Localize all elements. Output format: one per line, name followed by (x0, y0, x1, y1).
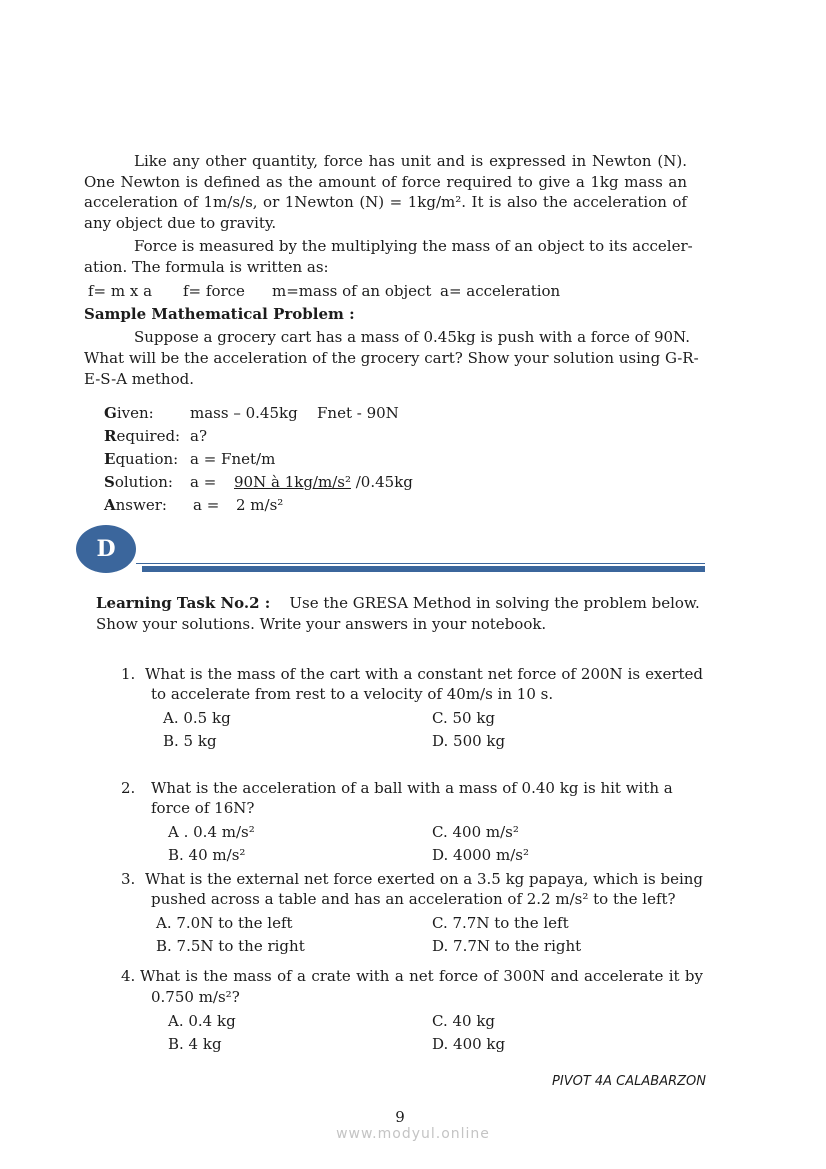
gresa-solution-prefix: a = (190, 473, 217, 491)
sample-line: Suppose a grocery cart has a mass of 0.45kg is push with a force of 90N. (134, 328, 690, 346)
choice-c: C. 7.7N to the left (432, 914, 569, 932)
question-text: pushed across a table and has an acceleration of 2.2 m/s² to the left? (151, 890, 676, 908)
task-instructions: Learning Task No.2 : Use the GRESA Method in solving the problem below. (96, 594, 700, 612)
section-letter-badge: D (76, 525, 136, 573)
question-text: What is the mass of the cart with a constant net force of 200N is exerted (145, 665, 703, 683)
intro-line: One Newton is defined as the amount of force required to give a 1kg mass an (84, 173, 687, 191)
gresa-answer-prefix: a = (193, 496, 220, 514)
formula-def: f= force (183, 282, 245, 300)
intro-line: Like any other quantity, force has unit and is expressed in Newton (N). (134, 152, 687, 170)
choice-d: D. 400 kg (432, 1035, 506, 1053)
section-divider (142, 566, 705, 572)
footer-label: PIVOT 4A CALABARZON (552, 1074, 706, 1089)
choice-b: B. 5 kg (163, 732, 217, 750)
page-number: 9 (395, 1108, 405, 1126)
gresa-equation-value: a = Fnet/m (190, 450, 276, 468)
sample-line: E-S-A method. (84, 370, 194, 388)
choice-a: A. 0.4 kg (168, 1012, 236, 1030)
gresa-answer-value: 2 m/s² (236, 496, 284, 514)
question-number: 1. (121, 665, 136, 683)
question-number: 2. (121, 779, 136, 797)
gresa-given-force: Fnet - 90N (317, 404, 399, 422)
choice-d: D. 4000 m/s² (432, 846, 529, 864)
question-text: What is the external net force exerted on a 3.5 kg papaya, which is being (145, 870, 704, 888)
task-instructions-line2: Show your solutions. Write your answers in your notebook. (96, 615, 547, 633)
intro-line: ation. The formula is written as: (84, 258, 329, 276)
gresa-required-value: a? (190, 427, 207, 445)
question-number: 4. (121, 967, 136, 985)
task-label: Learning Task No.2 : (96, 594, 271, 612)
question-text: What is the acceleration of a ball with a mass of 0.40 kg is hit with a (151, 779, 673, 797)
watermark: www.modyul.online (336, 1126, 490, 1142)
question-text: 0.750 m/s²? (151, 988, 240, 1006)
formula: f= m x a (88, 282, 153, 300)
intro-line: any object due to gravity. (84, 214, 277, 232)
choice-c: C. 400 m/s² (432, 823, 519, 841)
sample-heading: Sample Mathematical Problem : (84, 305, 355, 323)
formula-def: m=mass of an object (272, 282, 432, 300)
question-number: 3. (121, 870, 136, 888)
choice-b: B. 40 m/s² (168, 846, 246, 864)
question-text: force of 16N? (151, 799, 255, 817)
gresa-required-label: Required: (104, 427, 181, 445)
gresa-equation-label: Equation: (104, 450, 179, 468)
choice-d: D. 500 kg (432, 732, 506, 750)
question-text: to accelerate from rest to a velocity of 40m/s in 10 s. (151, 685, 554, 703)
choice-c: C. 40 kg (432, 1012, 496, 1030)
gresa-solution-value: 90N à 1kg/m/s² /0.45kg (234, 473, 413, 491)
gresa-solution-label: Solution: (104, 473, 173, 491)
gresa-answer-label: Answer: (104, 496, 167, 514)
gresa-given-label: Given: (104, 404, 154, 422)
choice-a: A . 0.4 m/s² (168, 823, 255, 841)
intro-line: acceleration of 1m/s/s, or 1Newton (N) = 1kg/m². It is also the acceleration of (84, 193, 687, 211)
sample-line: What will be the acceleration of the grocery cart? Show your solution using G-R- (84, 349, 699, 367)
choice-a: A. 7.0N to the left (156, 914, 293, 932)
intro-line: Force is measured by the multiplying the mass of an object to its acceler- (134, 237, 693, 255)
choice-c: C. 50 kg (432, 709, 496, 727)
choice-a: A. 0.5 kg (163, 709, 231, 727)
choice-b: B. 4 kg (168, 1035, 222, 1053)
section-divider-thin (136, 563, 705, 564)
choice-d: D. 7.7N to the right (432, 937, 582, 955)
choice-b: B. 7.5N to the right (156, 937, 305, 955)
formula-def: a= acceleration (440, 282, 561, 300)
gresa-given-mass: mass – 0.45kg (190, 404, 298, 422)
question-text: What is the mass of a crate with a net force of 300N and accelerate it by (140, 967, 703, 985)
